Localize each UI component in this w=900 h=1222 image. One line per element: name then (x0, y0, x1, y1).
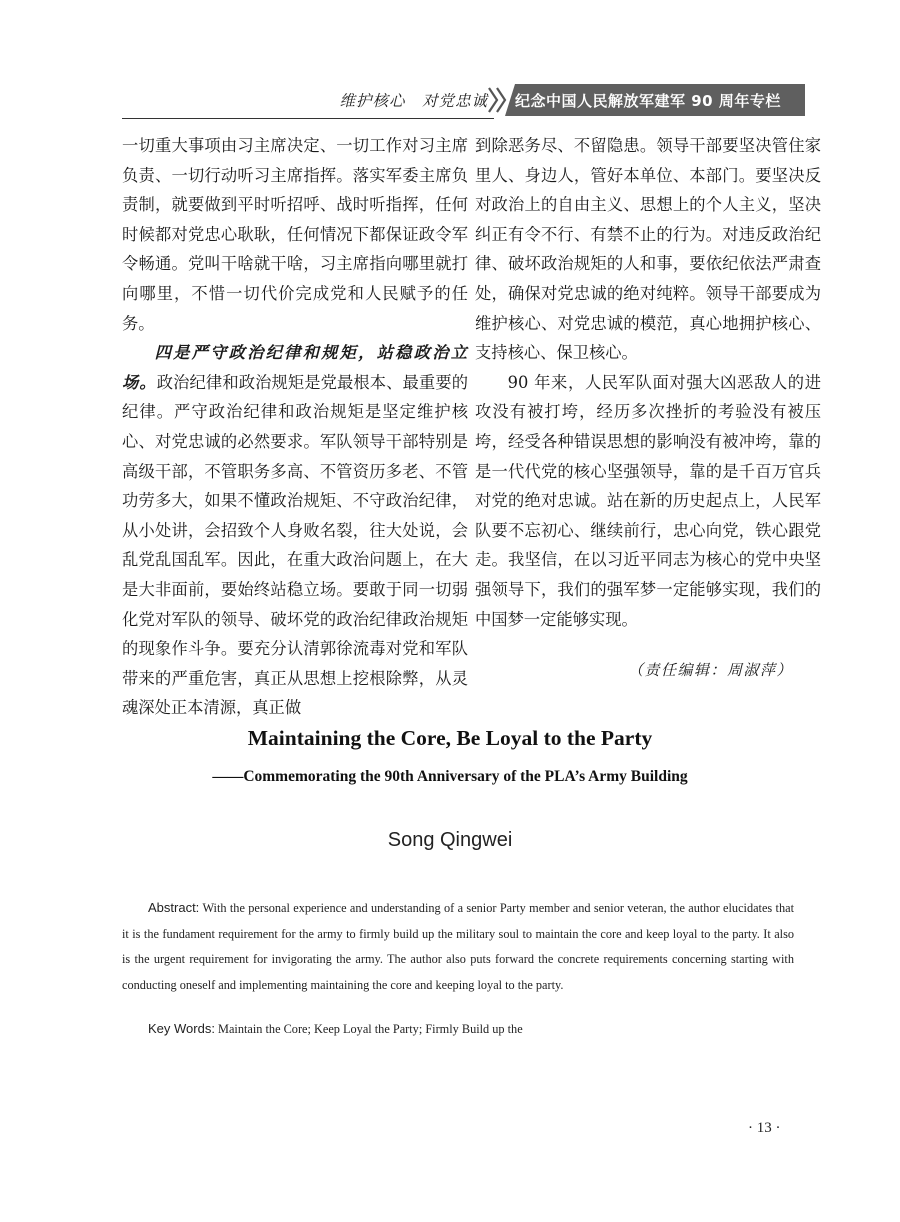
paragraph: 到除恶务尽、不留隐患。领导干部要坚决管住家里人、身边人，管好本单位、本部门。要坚决反对政治上的自由主义、思想上的个人主义，坚决纠正有令不行、有禁不止的行为。对违反政治纪律、破坏政治规矩的人和事，要依纪依法严肃查处，确保对党忠诚的绝对纯粹。领导干部要成为维护核心、对党忠诚的模范，真心地拥护核心、支持核心、保卫核心。 (475, 136, 821, 363)
paragraph-lead: 四是严守政治纪律和规矩，站稳政治立场。 (122, 343, 468, 392)
page-number: · 13 · (748, 1120, 781, 1136)
editor-credit: （责任编辑：周淑萍） (627, 661, 793, 680)
running-header (0, 80, 900, 120)
english-subtitle: ——Commemorating the 90th Anniversary of the PLA’s Army Building (212, 768, 688, 785)
abstract-text: With the personal experience and understanding of a senior Party member and senior veteran, the author elucidates that it is the fundament requirement for the army to firmly build up the military soul to maintain the core and keep loyal to the party. It also is the urgent requirement for invigorating the army. The author also puts forward the concrete requirements concerning starting with conducting oneself and implementing maintaining the core and keeping loyal to the party. (122, 901, 794, 992)
column-title: 维护核心 对党忠诚 (339, 92, 488, 110)
keywords-label: Key Words: (148, 1021, 215, 1036)
paragraph (122, 338, 468, 723)
paragraph-text: 政治纪律和政治规矩是党最根本、最重要的纪律。严守政治纪律和政治规矩是坚定维护核心、对党忠诚的必然要求。军队领导干部特别是高级干部，不管职务多高、不管资历多老、不管功劳多大，如果不懂政治规矩、不守政治纪律，从小处讲，会招致个人身败名裂，往大处说，会乱党乱国乱军。因此，在重大政治问题上，在大是大非面前，要始终站稳立场。要敢于同一切弱化党对军队的领导、破坏党的政治纪律政治规矩的现象作斗争。要充分认清郭徐流毒对党和军队带来的严重危害，真正从思想上挖根除弊，从灵魂深处正本清源，真正做 (122, 372, 468, 718)
author-name: Song Qingwei (387, 829, 513, 851)
keywords (148, 1021, 788, 1037)
paragraph: 一切重大事项由习主席决定、一切工作对习主席负责、一切行动听习主席指挥。落实军委主席负责制，就要做到平时听招呼、战时听指挥，任何时候都对党忠心耿耿，任何情况下都保证政令军令畅通。党叫干啥就干啥，习主席指向哪里就打向哪里，不惜一切代价完成党和人民赋予的任务。 (122, 136, 468, 333)
paragraph: 90 年来，人民军队面对强大凶恶敌人的进攻没有被打垮，经历多次挫折的考验没有被压垮，经受各种错误思想的影响没有被冲垮，靠的是一代代党的核心坚强领导，靠的是千百万官兵对党的绝对忠诚。站在新的历史起点上，人民军队要不忘初心、继续前行，忠心向党，铁心跟党走。我坚信，在以习近平同志为核心的党中央坚强领导下，我们的强军梦一定能够实现，我们的中国梦一定能够实现。 (475, 372, 821, 629)
header-rule (122, 118, 494, 119)
abstract-label: Abstract: (148, 900, 200, 915)
left-column (122, 131, 468, 723)
right-column (475, 131, 821, 686)
abstract (122, 895, 794, 998)
keywords-text: Maintain the Core; Keep Loyal the Party; Firmly Build up the (218, 1022, 523, 1036)
english-title: Maintaining the Core, Be Loyal to the Party (247, 726, 653, 750)
abstract-paragraph (122, 895, 794, 998)
series-title: 纪念中国人民解放军建军 90 周年专栏 (515, 92, 781, 110)
